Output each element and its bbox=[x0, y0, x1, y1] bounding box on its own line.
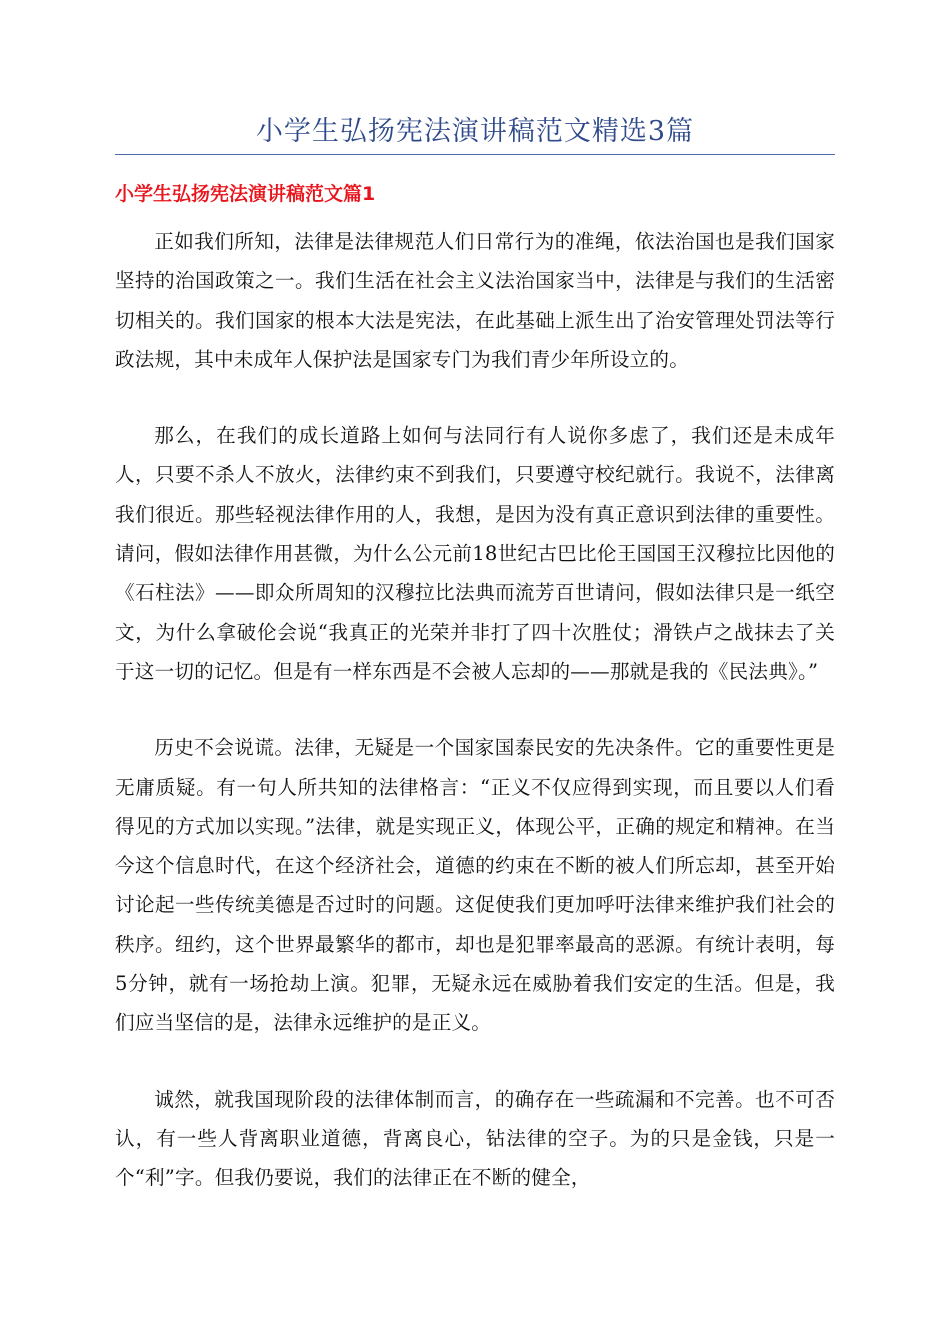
paragraph-3: 历史不会说谎。法律，无疑是一个国家国泰民安的先决条件。它的重要性更是无庸质疑。有一句人所共知的法律格言：“正义不仅应得到实现，而且要以人们看得见的方式加以实现。”法律，就是实现正义，体现公平，正确的规定和精神。在当今这个信息时代，在这个经济社会，道德的约束在不断的被人们所忘却，甚至开始讨论起一些传统美德是否过时的问题。这促使我们更加呼吁法律来维护我们社会的秩序。纽约，这个世界最繁华的都市，却也是犯罪率最高的恶源。有统计表明，每5分钟，就有一场抢劫上演。犯罪，无疑永远在威胁着我们安定的生活。但是，我们应当坚信的是，法律永远维护的是正义。 bbox=[115, 736, 835, 1035]
paragraph-2: 那么，在我们的成长道路上如何与法同行有人说你多虑了，我们还是未成年人，只要不杀人不放火，法律约束不到我们，只要遵守校纪就行。我说不，法律离我们很近。那些轻视法律作用的人，我想，是因为没有真正意识到法律的重要性。请问，假如法律作用甚微，为什么公元前18世纪古巴比伦王国国王汉穆拉比因他的《石柱法》——即众所周知的汉穆拉比法典而流芳百世请问，假如法律只是一纸空文，为什么拿破伦会说“我真正的光荣并非打了四十次胜仗；滑铁卢之战抹去了关于这一切的记忆。但是有一样东西是不会被人忘却的——那就是我的《民法典》。” bbox=[115, 424, 835, 683]
title-underline-rule bbox=[115, 154, 835, 155]
body-text bbox=[115, 222, 835, 1235]
paragraph-4: 诚然，就我国现阶段的法律体制而言，的确存在一些疏漏和不完善。也不可否认，有一些人背离职业道德，背离良心，钻法律的空子。为的只是金钱，只是一个“利”字。但我仍要说，我们的法律正在不断的健全， bbox=[115, 1087, 835, 1190]
section-heading: 小学生弘扬宪法演讲稿范文篇1 bbox=[115, 183, 376, 205]
paragraph-1: 正如我们所知，法律是法律规范人们日常行为的准绳，依法治国也是我们国家坚持的治国政策之一。我们生活在社会主义法治国家当中，法律是与我们的生活密切相关的。我们国家的根本大法是宪法，在此基础上派生出了治安管理处罚法等行政法规，其中未成年人保护法是国家专门为我们青少年所设立的。 bbox=[115, 230, 835, 371]
document-title: 小学生弘扬宪法演讲稿范文精选3篇 bbox=[255, 116, 695, 147]
